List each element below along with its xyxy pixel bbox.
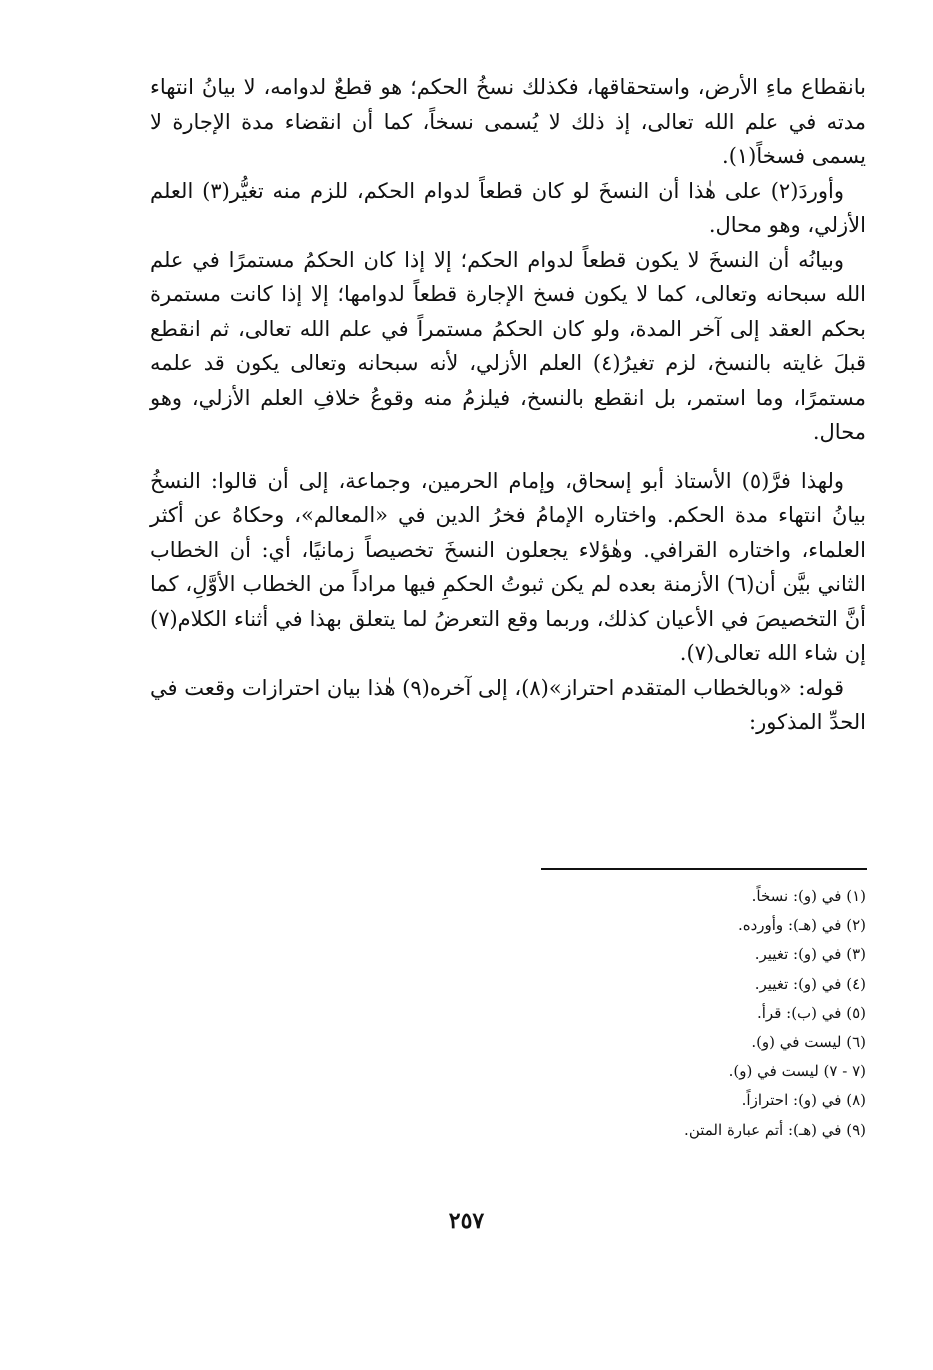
footnote-5: (٥) في (ب): قرأ. bbox=[756, 1003, 866, 1022]
footnote-3: (٣) في (و): تغيير. bbox=[754, 945, 866, 964]
main-text bbox=[150, 70, 866, 740]
page-number: ٢٥٧ bbox=[448, 1208, 485, 1234]
paragraph-1: بانقطاع ماءِ الأرض، واستحقاقها، فكذلك نسخُ الحكم؛ هو قطعٌ لدوامه، لا بيانُ انتهاء مدته في علم الله تعالى، إذ ذلك لا يُسمى نسخاً، كما أن انقضاء مدة الإجارة لا يسمى فسخاً(١). bbox=[150, 75, 866, 168]
footnote-2: (٢) في (هـ): وأورده. bbox=[737, 916, 866, 935]
footnote-separator bbox=[541, 868, 867, 870]
paragraph-2: وأوردَ(٢) على هٰذا أن النسخَ لو كان قطعاً لدوام الحكم، للزم منه تغيُّر(٣) العلم الأزلي، وهو محال. bbox=[150, 178, 866, 237]
footnote-6: (٦) ليست في (و). bbox=[751, 1033, 866, 1052]
footnote-8: (٨) في (و): احترازاً. bbox=[741, 1091, 866, 1110]
footnote-1: (١) في (و): نسخاً. bbox=[751, 887, 866, 905]
paragraph-3: وبيانُه أن النسخَ لا يكون قطعاً لدوام الحكم؛ إلا إذا كان الحكمُ مستمرًا في علم الله سبحانه وتعالى، كما لا يكون فسخ الإجارة قطعاً لدوامها؛ إلا إذا كانت مستمرة بحكم العقد إلى آخر المدة، ولو كان الحكمُ مستمراً في علم الله تعالى، ثم انقطع قبلَ غايته بالنسخ، لزم تغيرُ(٤) العلم الأزلي، لأنه سبحانه وتعالى يكون قد علمه مستمرًا، وما استمر، بل انقطع بالنسخ، فيلزمُ منه وقوعُ خلافِ العلم الأزلي، وهو محال. bbox=[150, 247, 866, 444]
footnote-9: (٩) في (هـ): أتم عبارة المتن. bbox=[684, 1120, 866, 1139]
footnote-4: (٤) في (و): تغيير. bbox=[754, 974, 866, 993]
footnotes bbox=[466, 882, 866, 1145]
paragraph-4: ولهذا فرَّ(٥) الأستاذ أبو إسحاق، وإمام الحرمين، وجماعة، إلى أن قالوا: النسخُ بيانُ انتهاء مدة الحكم. واختاره الإمامُ فخرُ الدين في «المعالم»، وحكاهُ عن أكثر العلماء، واختاره القرافي. وهٰؤلاء يجعلون النسخَ تخصيصاً زمانيًا، أي: أن الخطاب الثاني بيَّن أن(٦) الأزمنة بعده لم يكن ثبوتُ الحكمِ فيها مراداً من الخطاب الأوَّلِ، كما أنَّ التخصيصَ في الأعيان كذلك، وربما وقع التعرضُ لما يتعلق بهذا في أثناء الكلام(٧) إن شاء الله تعالى(٧). bbox=[150, 468, 866, 665]
paragraph-5: قوله: «وبالخطاب المتقدم احتراز»(٨)، إلى آخره(٩) هٰذا بيان احترازات وقعت في الحدِّ المذكور: bbox=[150, 675, 866, 734]
footnote-7: (٧ - ٧) ليست في (و). bbox=[728, 1062, 866, 1081]
